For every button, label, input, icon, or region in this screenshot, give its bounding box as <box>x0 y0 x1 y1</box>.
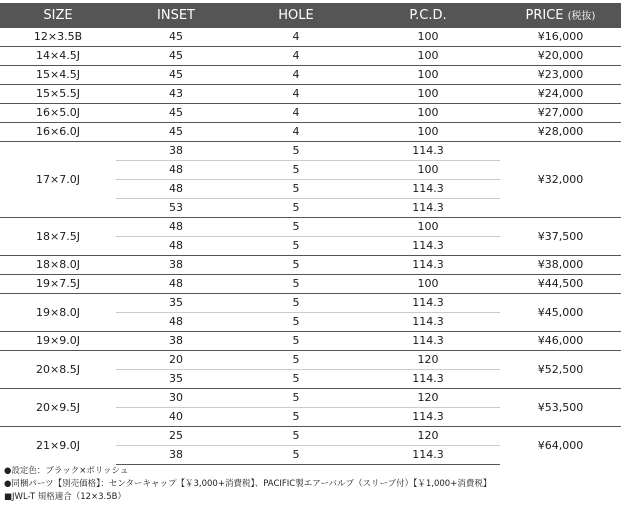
size-cell <box>0 85 116 104</box>
inset-cell: 48 <box>116 180 236 199</box>
note-standard: ■JWL-T 規格適合（12×3.5B） <box>4 492 126 502</box>
price-cell: ¥37,500 <box>500 218 621 256</box>
inset-cell: 35 <box>116 370 236 389</box>
size-value: 19×7.5J <box>36 277 80 290</box>
pcd-cell: 120 <box>356 427 500 446</box>
inset-cell: 38 <box>116 446 236 465</box>
price-cell: ¥38,000 <box>500 256 621 275</box>
size-cell <box>0 256 116 275</box>
price-cell: ¥52,500 <box>500 351 621 389</box>
size-value: 20×8.5J <box>36 362 80 376</box>
size-value: 16×5.0J <box>36 106 80 119</box>
pcd-cell: 114.3 <box>356 370 500 389</box>
pcd-cell: 120 <box>356 389 500 408</box>
size-value: 19×8.0J <box>36 305 80 319</box>
inset-cell: 45 <box>116 28 236 47</box>
pcd-cell: 100 <box>356 123 500 142</box>
price-cell: ¥53,500 <box>500 389 621 427</box>
pcd-cell: 100 <box>356 218 500 237</box>
inset-cell: 35 <box>116 294 236 313</box>
size-cell <box>0 294 116 332</box>
inset-cell: 40 <box>116 408 236 427</box>
table-row <box>0 85 621 104</box>
table-row <box>0 104 621 123</box>
hole-cell: 5 <box>236 370 356 389</box>
notes <box>4 465 491 504</box>
table-row <box>0 47 621 66</box>
size-value: 21×9.0J <box>36 438 80 452</box>
header-price-note: (税抜) <box>567 11 596 22</box>
hole-cell: 5 <box>236 275 356 294</box>
hole-cell: 5 <box>236 408 356 427</box>
size-value: 19×9.0J <box>36 334 80 347</box>
price-cell: ¥16,000 <box>500 28 621 47</box>
table-row <box>0 332 621 351</box>
size-cell <box>0 332 116 351</box>
size-value: 18×8.0J <box>36 258 80 271</box>
inset-cell: 53 <box>116 199 236 218</box>
hole-cell: 4 <box>236 47 356 66</box>
inset-cell: 25 <box>116 427 236 446</box>
hole-cell: 5 <box>236 294 356 313</box>
size-cell <box>0 28 116 47</box>
inset-cell: 48 <box>116 161 236 180</box>
inset-cell: 48 <box>116 218 236 237</box>
pcd-cell: 114.3 <box>356 294 500 313</box>
hole-cell: 5 <box>236 180 356 199</box>
header-pcd: P.C.D. <box>356 3 500 28</box>
price-cell: ¥46,000 <box>500 332 621 351</box>
price-cell: ¥32,000 <box>500 142 621 218</box>
size-value: 14×4.5J <box>36 49 80 62</box>
inset-cell: 45 <box>116 47 236 66</box>
hole-cell: 5 <box>236 351 356 370</box>
pcd-cell: 100 <box>356 161 500 180</box>
table-row <box>0 123 621 142</box>
size-cell <box>0 275 116 294</box>
hole-cell: 4 <box>236 66 356 85</box>
hole-cell: 5 <box>236 389 356 408</box>
size-value: 20×9.5J <box>36 400 80 414</box>
price-cell: ¥28,000 <box>500 123 621 142</box>
size-cell <box>0 351 116 389</box>
price-cell: ¥45,000 <box>500 294 621 332</box>
size-cell <box>0 66 116 85</box>
inset-cell: 38 <box>116 332 236 351</box>
header-size: SIZE <box>0 3 116 28</box>
pcd-cell: 100 <box>356 66 500 85</box>
hole-cell: 5 <box>236 161 356 180</box>
pcd-cell: 114.3 <box>356 313 500 332</box>
price-cell: ¥24,000 <box>500 85 621 104</box>
table-row <box>0 28 621 47</box>
price-cell: ¥64,000 <box>500 427 621 465</box>
pcd-cell: 114.3 <box>356 408 500 427</box>
pcd-cell: 100 <box>356 47 500 66</box>
size-value: 16×6.0J <box>36 125 80 138</box>
pcd-cell: 100 <box>356 28 500 47</box>
hole-cell: 4 <box>236 123 356 142</box>
hole-cell: 4 <box>236 85 356 104</box>
price-cell: ¥23,000 <box>500 66 621 85</box>
inset-cell: 30 <box>116 389 236 408</box>
inset-cell: 38 <box>116 142 236 161</box>
size-cell <box>0 142 116 218</box>
size-cell <box>0 123 116 142</box>
size-value: 12×3.5B <box>33 30 83 43</box>
inset-cell: 48 <box>116 237 236 256</box>
size-cell <box>0 389 116 427</box>
header-price-label: PRICE <box>525 8 564 23</box>
header-inset: INSET <box>116 3 236 28</box>
pcd-cell: 114.3 <box>356 180 500 199</box>
pcd-cell: 114.3 <box>356 199 500 218</box>
header-price <box>500 3 621 28</box>
table-row <box>0 66 621 85</box>
hole-cell: 5 <box>236 218 356 237</box>
hole-cell: 5 <box>236 446 356 465</box>
wheel-spec-table <box>0 3 621 465</box>
note-parts: ●同梱パーツ【別売価格】：センターキャップ【￥3,000+消費税】、PACIFIC製エアーバルブ（スリーブ付）【￥1,000+消費税】 <box>4 479 492 489</box>
hole-cell: 5 <box>236 199 356 218</box>
table-row <box>0 351 621 370</box>
table-row <box>0 389 621 408</box>
pcd-cell: 120 <box>356 351 500 370</box>
hole-cell: 5 <box>236 313 356 332</box>
size-cell <box>0 47 116 66</box>
price-cell: ¥20,000 <box>500 47 621 66</box>
price-cell: ¥27,000 <box>500 104 621 123</box>
table-row <box>0 256 621 275</box>
hole-cell: 5 <box>236 237 356 256</box>
inset-cell: 48 <box>116 275 236 294</box>
table-body <box>0 28 621 465</box>
pcd-cell: 114.3 <box>356 446 500 465</box>
table-row <box>0 142 621 161</box>
hole-cell: 5 <box>236 427 356 446</box>
table-header-row <box>0 3 621 28</box>
table-row <box>0 275 621 294</box>
hole-cell: 4 <box>236 104 356 123</box>
inset-cell: 45 <box>116 123 236 142</box>
price-cell: ¥44,500 <box>500 275 621 294</box>
size-value: 15×4.5J <box>36 68 80 81</box>
hole-cell: 5 <box>236 256 356 275</box>
inset-cell: 43 <box>116 85 236 104</box>
inset-cell: 20 <box>116 351 236 370</box>
inset-cell: 45 <box>116 66 236 85</box>
inset-cell: 38 <box>116 256 236 275</box>
table-row <box>0 294 621 313</box>
table-row <box>0 427 621 446</box>
pcd-cell: 100 <box>356 104 500 123</box>
hole-cell: 4 <box>236 28 356 47</box>
hole-cell: 5 <box>236 142 356 161</box>
table-row <box>0 218 621 237</box>
size-cell <box>0 218 116 256</box>
size-cell <box>0 427 116 465</box>
hole-cell: 5 <box>236 332 356 351</box>
size-value: 15×5.5J <box>36 87 80 100</box>
inset-cell: 45 <box>116 104 236 123</box>
size-value: 18×7.5J <box>36 229 80 243</box>
pcd-cell: 114.3 <box>356 142 500 161</box>
size-cell <box>0 104 116 123</box>
pcd-cell: 100 <box>356 85 500 104</box>
pcd-cell: 114.3 <box>356 237 500 256</box>
header-hole: HOLE <box>236 3 356 28</box>
note-color: ●設定色：ブラック×ポリッシュ <box>4 466 129 476</box>
pcd-cell: 100 <box>356 275 500 294</box>
inset-cell: 48 <box>116 313 236 332</box>
pcd-cell: 114.3 <box>356 332 500 351</box>
size-value: 17×7.0J <box>36 172 80 186</box>
pcd-cell: 114.3 <box>356 256 500 275</box>
